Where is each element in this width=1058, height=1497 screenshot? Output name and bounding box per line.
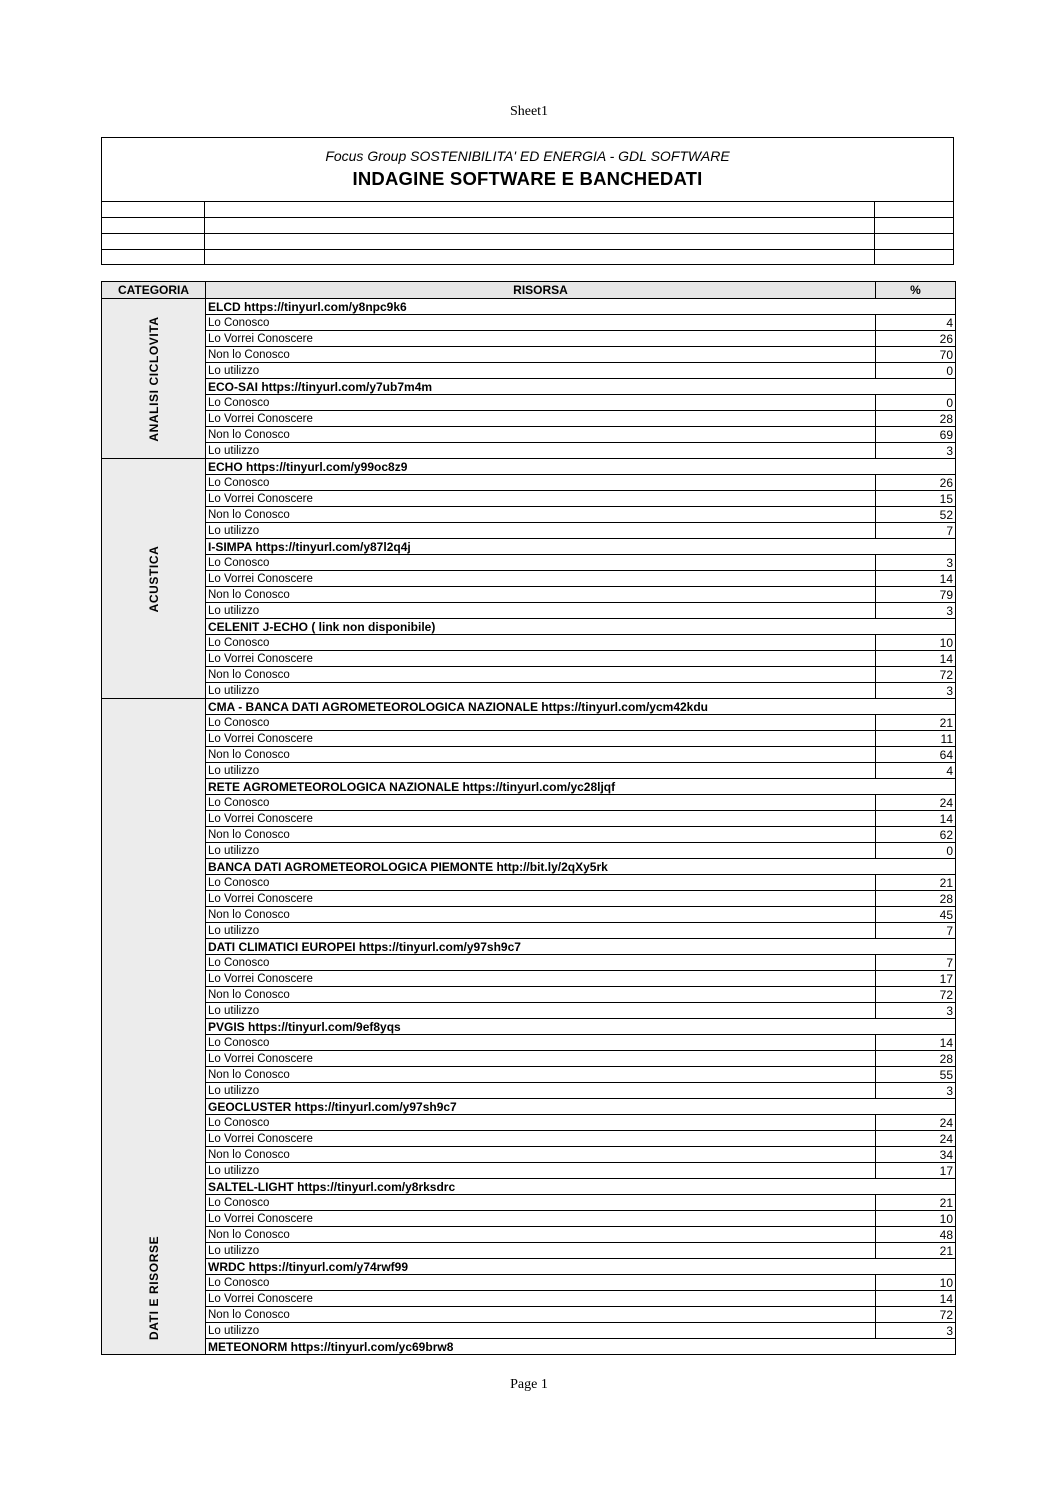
resource-name: WRDC https://tinyurl.com/y74rwf99 xyxy=(206,1259,956,1275)
option-label: Lo utilizzo xyxy=(206,603,876,619)
option-label: Lo Conosco xyxy=(206,555,876,571)
report-title: INDAGINE SOFTWARE E BANCHEDATI xyxy=(352,168,703,189)
option-label: Lo Vorrei Conoscere xyxy=(206,1051,876,1067)
option-label: Lo Conosco xyxy=(206,1275,876,1291)
option-label: Lo Vorrei Conoscere xyxy=(206,571,876,587)
resource-name: GEOCLUSTER https://tinyurl.com/y97sh9c7 xyxy=(206,1099,956,1115)
resource-name: SALTEL-LIGHT https://tinyurl.com/y8rksdrc xyxy=(206,1179,956,1195)
percent-value: 17 xyxy=(876,1163,956,1179)
table-row xyxy=(102,923,956,939)
header-blank-row xyxy=(102,233,953,249)
table-row xyxy=(102,491,956,507)
resource-name: ELCD https://tinyurl.com/y8npc9k6 xyxy=(206,299,956,315)
table-row xyxy=(102,1211,956,1227)
category-label: DATI E RISORSE xyxy=(146,1235,161,1340)
table-row xyxy=(102,1227,956,1243)
percent-value: 34 xyxy=(876,1147,956,1163)
table-row xyxy=(102,843,956,859)
percent-value: 4 xyxy=(876,315,956,331)
resource-name: METEONORM https://tinyurl.com/yc69brw8 xyxy=(206,1339,956,1355)
percent-value: 72 xyxy=(876,987,956,1003)
percent-value: 3 xyxy=(876,683,956,699)
percent-value: 0 xyxy=(876,395,956,411)
category-label: ANALISI CICLOVITA xyxy=(146,315,161,442)
percent-value: 28 xyxy=(876,891,956,907)
table-row xyxy=(102,411,956,427)
resource-name: PVGIS https://tinyurl.com/9ef8yqs xyxy=(206,1019,956,1035)
resource-name: I-SIMPA https://tinyurl.com/y87l2q4j xyxy=(206,539,956,555)
table-row xyxy=(102,811,956,827)
percent-value: 14 xyxy=(876,1291,956,1307)
percent-value: 7 xyxy=(876,523,956,539)
table-row xyxy=(102,1195,956,1211)
resource-name: DATI CLIMATICI EUROPEI https://tinyurl.com/y97sh9c7 xyxy=(206,939,956,955)
percent-value: 24 xyxy=(876,1115,956,1131)
option-label: Lo Vorrei Conoscere xyxy=(206,651,876,667)
table-row xyxy=(102,795,956,811)
option-label: Non lo Conosco xyxy=(206,667,876,683)
percent-value: 3 xyxy=(876,603,956,619)
percent-value: 7 xyxy=(876,923,956,939)
percent-value: 79 xyxy=(876,587,956,603)
resource-row xyxy=(102,539,956,555)
column-header-percent: % xyxy=(876,282,956,299)
option-label: Non lo Conosco xyxy=(206,587,876,603)
table-row xyxy=(102,347,956,363)
percent-value: 0 xyxy=(876,843,956,859)
percent-value: 14 xyxy=(876,1035,956,1051)
option-label: Lo Conosco xyxy=(206,955,876,971)
table-row xyxy=(102,427,956,443)
option-label: Lo utilizzo xyxy=(206,843,876,859)
resource-name: BANCA DATI AGROMETEOROLOGICA PIEMONTE http://bit.ly/2qXy5rk xyxy=(206,859,956,875)
table-row xyxy=(102,731,956,747)
option-label: Non lo Conosco xyxy=(206,747,876,763)
percent-value: 3 xyxy=(876,1083,956,1099)
percent-value: 52 xyxy=(876,507,956,523)
resource-row xyxy=(102,699,956,715)
percent-value: 7 xyxy=(876,955,956,971)
sheet-name: Sheet1 xyxy=(509,104,549,119)
table-row xyxy=(102,443,956,459)
table-row xyxy=(102,875,956,891)
resource-row xyxy=(102,1179,956,1195)
resource-row xyxy=(102,299,956,315)
option-label: Lo Vorrei Conoscere xyxy=(206,971,876,987)
page-number: Page 1 xyxy=(510,1377,548,1392)
percent-value: 10 xyxy=(876,1275,956,1291)
percent-value: 21 xyxy=(876,715,956,731)
percent-value: 17 xyxy=(876,971,956,987)
percent-value: 21 xyxy=(876,1243,956,1259)
option-label: Lo Vorrei Conoscere xyxy=(206,1291,876,1307)
column-header-categoria: CATEGORIA xyxy=(102,282,206,299)
table-row xyxy=(102,523,956,539)
percent-value: 28 xyxy=(876,1051,956,1067)
table-row xyxy=(102,1131,956,1147)
table-row xyxy=(102,555,956,571)
table-row xyxy=(102,1051,956,1067)
resource-row xyxy=(102,379,956,395)
option-label: Lo utilizzo xyxy=(206,683,876,699)
table-row xyxy=(102,1035,956,1051)
option-label: Lo Vorrei Conoscere xyxy=(206,811,876,827)
table-row xyxy=(102,667,956,683)
resource-name: ECO-SAI https://tinyurl.com/y7ub7m4m xyxy=(206,379,956,395)
table-row xyxy=(102,1307,956,1323)
percent-value: 48 xyxy=(876,1227,956,1243)
report-header xyxy=(101,137,954,265)
percent-value: 21 xyxy=(876,1195,956,1211)
option-label: Lo Conosco xyxy=(206,1035,876,1051)
percent-value: 24 xyxy=(876,1131,956,1147)
option-label: Lo Conosco xyxy=(206,1195,876,1211)
table-row xyxy=(102,1083,956,1099)
option-label: Non lo Conosco xyxy=(206,1307,876,1323)
percent-value: 26 xyxy=(876,475,956,491)
resource-row xyxy=(102,939,956,955)
option-label: Lo utilizzo xyxy=(206,1323,876,1339)
percent-value: 10 xyxy=(876,1211,956,1227)
column-header-risorsa: RISORSA xyxy=(206,282,876,299)
table-row xyxy=(102,683,956,699)
percent-value: 72 xyxy=(876,1307,956,1323)
table-row xyxy=(102,1291,956,1307)
table-row xyxy=(102,603,956,619)
table-row xyxy=(102,891,956,907)
percent-value: 24 xyxy=(876,795,956,811)
resource-row xyxy=(102,779,956,795)
percent-value: 3 xyxy=(876,443,956,459)
header-blank-row xyxy=(102,201,953,217)
option-label: Lo Vorrei Conoscere xyxy=(206,1211,876,1227)
resource-row xyxy=(102,1259,956,1275)
category-cell xyxy=(102,699,206,1355)
percent-value: 14 xyxy=(876,811,956,827)
table-row xyxy=(102,827,956,843)
option-label: Lo Vorrei Conoscere xyxy=(206,891,876,907)
option-label: Lo utilizzo xyxy=(206,523,876,539)
category-cell xyxy=(102,459,206,699)
table-row xyxy=(102,763,956,779)
option-label: Lo utilizzo xyxy=(206,363,876,379)
table-row xyxy=(102,635,956,651)
option-label: Non lo Conosco xyxy=(206,827,876,843)
resource-name: CELENIT J-ECHO ( link non disponibile) xyxy=(206,619,956,635)
option-label: Non lo Conosco xyxy=(206,1067,876,1083)
table-header-row xyxy=(102,282,956,299)
option-label: Lo Vorrei Conoscere xyxy=(206,331,876,347)
option-label: Lo utilizzo xyxy=(206,1003,876,1019)
percent-value: 3 xyxy=(876,1003,956,1019)
table-row xyxy=(102,1323,956,1339)
option-label: Lo utilizzo xyxy=(206,1243,876,1259)
percent-value: 4 xyxy=(876,763,956,779)
percent-value: 70 xyxy=(876,347,956,363)
table-row xyxy=(102,315,956,331)
option-label: Lo utilizzo xyxy=(206,443,876,459)
option-label: Lo utilizzo xyxy=(206,1083,876,1099)
table-row xyxy=(102,395,956,411)
percent-value: 28 xyxy=(876,411,956,427)
resource-row xyxy=(102,1099,956,1115)
header-blank-row xyxy=(102,249,953,264)
survey-table xyxy=(101,281,956,1355)
percent-value: 11 xyxy=(876,731,956,747)
percent-value: 0 xyxy=(876,363,956,379)
table-row xyxy=(102,1147,956,1163)
table-body xyxy=(102,299,956,1355)
option-label: Non lo Conosco xyxy=(206,507,876,523)
table-row xyxy=(102,1067,956,1083)
option-label: Lo Conosco xyxy=(206,1115,876,1131)
table-row xyxy=(102,971,956,987)
resource-row xyxy=(102,459,956,475)
percent-value: 55 xyxy=(876,1067,956,1083)
header-blank-row xyxy=(102,217,953,233)
table-row xyxy=(102,1275,956,1291)
table-row xyxy=(102,1115,956,1131)
percent-value: 14 xyxy=(876,651,956,667)
percent-value: 3 xyxy=(876,1323,956,1339)
option-label: Lo Conosco xyxy=(206,635,876,651)
percent-value: 21 xyxy=(876,875,956,891)
resource-row xyxy=(102,859,956,875)
table-row xyxy=(102,651,956,667)
table-row xyxy=(102,331,956,347)
percent-value: 3 xyxy=(876,555,956,571)
resource-name: RETE AGROMETEOROLOGICA NAZIONALE https://tinyurl.com/yc28ljqf xyxy=(206,779,956,795)
table-row xyxy=(102,715,956,731)
table-row xyxy=(102,1243,956,1259)
option-label: Lo Conosco xyxy=(206,395,876,411)
percent-value: 14 xyxy=(876,571,956,587)
table-row xyxy=(102,1163,956,1179)
table-row xyxy=(102,363,956,379)
percent-value: 69 xyxy=(876,427,956,443)
option-label: Lo Vorrei Conoscere xyxy=(206,491,876,507)
table-row xyxy=(102,955,956,971)
option-label: Lo Vorrei Conoscere xyxy=(206,411,876,427)
table-row xyxy=(102,507,956,523)
percent-value: 72 xyxy=(876,667,956,683)
option-label: Non lo Conosco xyxy=(206,1227,876,1243)
option-label: Lo Conosco xyxy=(206,715,876,731)
option-label: Lo Vorrei Conoscere xyxy=(206,731,876,747)
table-row xyxy=(102,1003,956,1019)
option-label: Non lo Conosco xyxy=(206,427,876,443)
resource-name: CMA - BANCA DATI AGROMETEOROLOGICA NAZIONALE https://tinyurl.com/ycm42kdu xyxy=(206,699,956,715)
percent-value: 15 xyxy=(876,491,956,507)
option-label: Lo Conosco xyxy=(206,475,876,491)
percent-value: 10 xyxy=(876,635,956,651)
option-label: Lo Vorrei Conoscere xyxy=(206,1131,876,1147)
table-row xyxy=(102,475,956,491)
resource-row xyxy=(102,1019,956,1035)
table-row xyxy=(102,987,956,1003)
option-label: Non lo Conosco xyxy=(206,907,876,923)
resource-row xyxy=(102,619,956,635)
option-label: Lo utilizzo xyxy=(206,923,876,939)
table-row xyxy=(102,747,956,763)
option-label: Lo Conosco xyxy=(206,315,876,331)
option-label: Lo utilizzo xyxy=(206,763,876,779)
option-label: Lo utilizzo xyxy=(206,1163,876,1179)
resource-row xyxy=(102,1339,956,1355)
percent-value: 64 xyxy=(876,747,956,763)
option-label: Lo Conosco xyxy=(206,795,876,811)
option-label: Lo Conosco xyxy=(206,875,876,891)
percent-value: 45 xyxy=(876,907,956,923)
table-row xyxy=(102,571,956,587)
option-label: Non lo Conosco xyxy=(206,347,876,363)
option-label: Non lo Conosco xyxy=(206,987,876,1003)
table-row xyxy=(102,587,956,603)
category-cell xyxy=(102,299,206,459)
category-label: ACUSTICA xyxy=(146,545,161,612)
option-label: Non lo Conosco xyxy=(206,1147,876,1163)
percent-value: 62 xyxy=(876,827,956,843)
report-subtitle: Focus Group SOSTENIBILITA' ED ENERGIA - GDL SOFTWARE xyxy=(325,148,730,164)
resource-name: ECHO https://tinyurl.com/y99oc8z9 xyxy=(206,459,956,475)
table-row xyxy=(102,907,956,923)
percent-value: 26 xyxy=(876,331,956,347)
